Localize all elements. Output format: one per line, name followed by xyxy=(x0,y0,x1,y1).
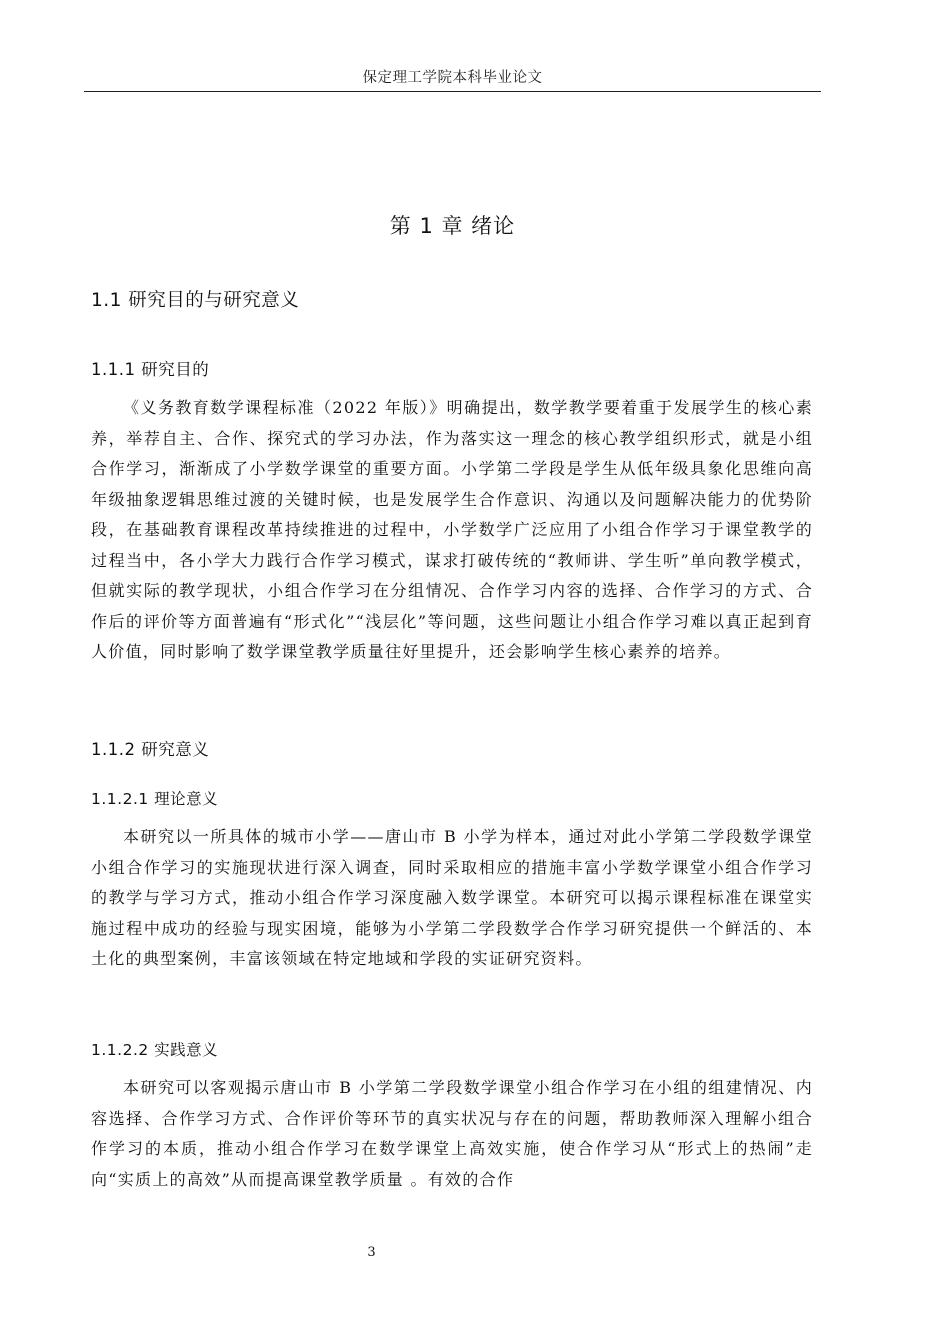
section-heading-1-1: 1.1 研究目的与研究意义 xyxy=(91,290,300,311)
section-heading-1-1-2: 1.1.2 研究意义 xyxy=(91,740,210,759)
chapter-title: 第 1 章 绪论 xyxy=(389,214,516,238)
paragraph-theoretical-significance: 本研究以一所具体的城市小学——唐山市 B 小学为样本，通过对此小学第二学段数学课堂小组合作学习的实施现状进行深入调查，同时采取相应的措施丰富小学数学课堂小组合作学习的教学与学习方式，推动小组合作学习深度融入数学课堂。本研究可以揭示课程标准在课堂实施过程中成功的经验与现实困境，能够为小学第二学段数学合作学习研究提供一个鲜活的、本土化的典型案例，丰富该领域在特定地域和学段的实证研究资料。 xyxy=(91,827,813,968)
running-header: 保定理工学院本科毕业论文 xyxy=(362,70,543,86)
section-heading-1-1-2-1: 1.1.2.1 理论意义 xyxy=(91,790,219,808)
section-heading-1-1-1: 1.1.1 研究目的 xyxy=(91,360,210,379)
paragraph-research-purpose: 《义务教育数学课程标准（2022 年版）》明确提出，数学教学要着重于发展学生的核心素养，举荐自主、合作、探究式的学习办法，作为落实这一理念的核心教学组织形式，就是小组合作学习，渐渐成了小学数学课堂的重要方面。小学第二学段是学生从低年级具象化思维向高年级抽象逻辑思维过渡的关键时候，也是发展学生合作意识、沟通以及问题解决能力的优势阶段，在基础教育课程改革持续推进的过程中，小学数学广泛应用了小组合作学习于课堂教学的过程当中，各小学大力践行合作学习模式，谋求打破传统的“教师讲、学生听”单向教学模式，但就实际的教学现状，小组合作学习在分组情况、合作学习内容的选择、合作学习的方式、合作后的评价等方面普遍有“形式化”“浅层化”等问题，这些问题让小组合作学习难以真正起到育人价值，同时影响了数学课堂教学质量往好里提升，还会影响学生核心素养的培养。 xyxy=(91,398,813,661)
section-heading-1-1-2-2: 1.1.2.2 实践意义 xyxy=(91,1041,219,1059)
paragraph-practical-significance: 本研究可以客观揭示唐山市 B 小学第二学段数学课堂小组合作学习在小组的组建情况、内容选择、合作学习方式、合作评价等环节的真实状况与存在的问题，帮助教师深入理解小组合作学习的本质，推动小组合作学习在数学课堂上高效实施，使合作学习从“形式上的热闹”走向“实质上的高效”从而提高课堂教学质量 。有效的合作 xyxy=(91,1078,813,1189)
page-number: 3 xyxy=(367,1245,376,1260)
header-rule xyxy=(84,91,821,92)
